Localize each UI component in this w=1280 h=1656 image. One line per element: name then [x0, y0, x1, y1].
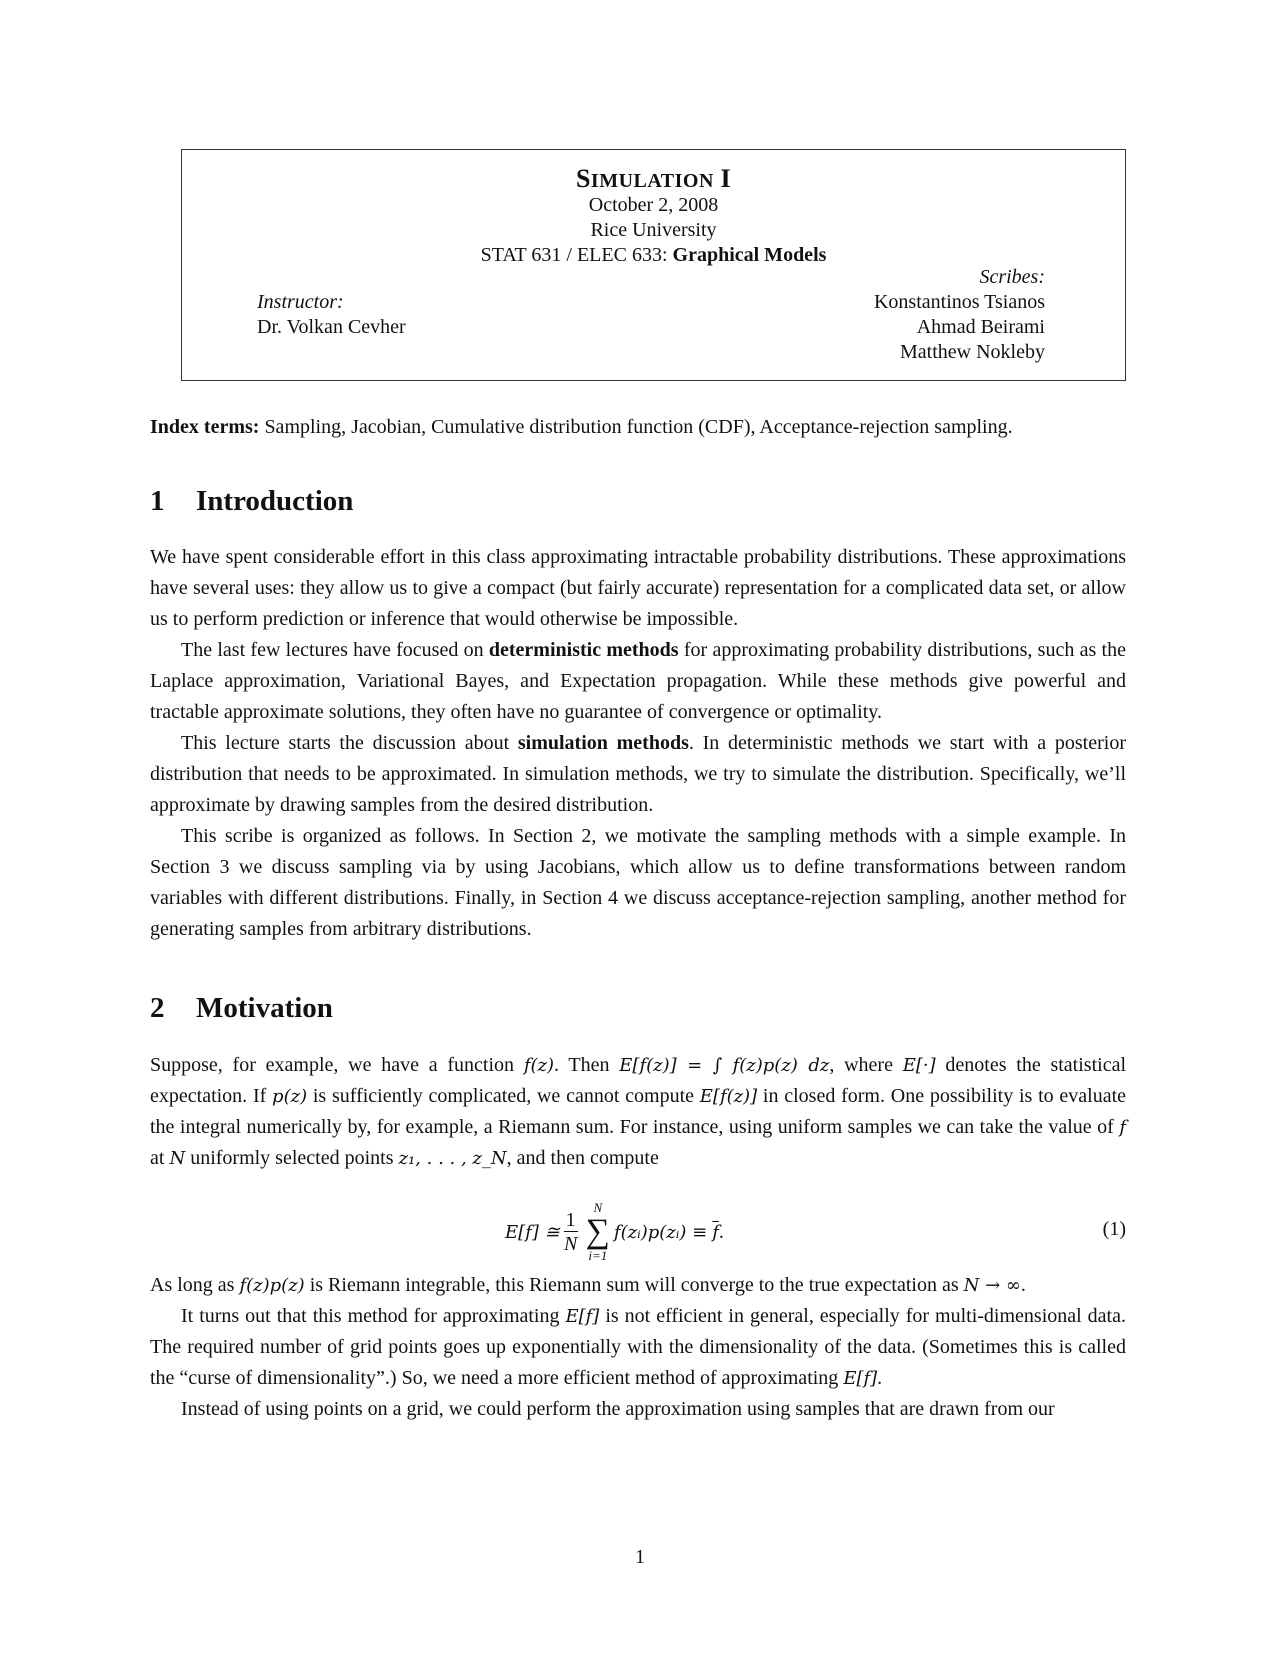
title-block [181, 149, 1126, 381]
section-heading-motivation: 2 Motivation [150, 992, 333, 1024]
section-heading-introduction: 1 Introduction [150, 485, 354, 517]
equation-1: E[f] ≅ $\frac{1}{N}$ N ∑ i=1 f(zᵢ)p(zᵢ) ≡ $\overline{f}$ . [505, 1200, 724, 1263]
instructor-name: Dr. Volkan Cevher [257, 316, 406, 338]
course: STAT 631 / ELEC 633: Graphical Models [480, 244, 827, 266]
index-terms: Index terms: Sampling, Jacobian, Cumulative distribution function (CDF), Acceptance-rejection sampling. [150, 416, 1013, 438]
paragraph: Suppose, for example, we have a function f(z). Then E[f(z)] = ∫ f(z)p(z) dz, where E[·] denotes the statistical expectation. If p(z) is sufficiently complicated, we cannot compute E[f(z)] in closed form. One possibility is to evaluate the integral numerically by, for example, a Riemann sum. For instance, using uniform samples we can take the value of f at N uniformly selected points z₁, . . . , z_N, and then compute [150, 1054, 1127, 1169]
fraction: $\frac{1}{N}$ [563, 1208, 578, 1255]
equation-number: (1) [1102, 1218, 1126, 1240]
scribe-name: Matthew Nokleby [900, 341, 1045, 363]
instructor-label: Instructor: [257, 291, 344, 313]
scribes-label: Scribes: [979, 266, 1045, 288]
university: Rice University [590, 219, 717, 241]
instructor [257, 290, 406, 340]
scribe-name: Konstantinos Tsianos [873, 291, 1045, 313]
lecture-date: October 2, 2008 [588, 194, 719, 216]
scribes [874, 265, 1045, 365]
paragraph: This lecture starts the discussion about simulation methods. In deterministic methods we start with a posterior distribution that needs to be approximated. In simulation methods, we try to simulate the distribution. Specifically, we’ll approximate by drawing samples from the desired distribution. [150, 732, 1126, 816]
paragraph: We have spent considerable effort in this class approximating intractable probability distributions. These approximations have several uses: they allow us to give a compact (but fairly accurate) representation for a complicated data set, or allow us to perform prediction or inference that would otherwise be impossible. [150, 546, 1126, 630]
scribe-name: Ahmad Beirami [916, 316, 1045, 338]
paragraph: Instead of using points on a grid, we could perform the approximation using samples that are drawn from our [181, 1398, 1055, 1420]
paragraph: The last few lectures have focused on deterministic methods for approximating probability distributions, such as the Laplace approximation, Variational Bayes, and Expectation propagation. While these methods give powerful and tractable approximate solutions, they often have no guarantee of convergence or optimality. [150, 639, 1126, 723]
page-number: 1 [635, 1546, 645, 1568]
paragraph: It turns out that this method for approximating E[f] is not efficient in general, especially for multi-dimensional data. The required number of grid points goes up exponentially with the dimensionality of the data. (Sometimes this is called the “curse of dimensionality”.) So, we need a more efficient method of approximating E[f]. [150, 1305, 1126, 1389]
summation: N ∑ i=1 [585, 1200, 610, 1263]
paragraph: This scribe is organized as follows. In Section 2, we motivate the sampling methods with a simple example. In Section 3 we discuss sampling via by using Jacobians, which allow us to define transformations between random variables with different distributions. Finally, in Section 4 we discuss acceptance-rejection sampling, another method for generating samples from arbitrary distributions. [150, 825, 1126, 940]
paragraph: As long as f(z)p(z) is Riemann integrable, this Riemann sum will converge to the true expectation as N → ∞. [150, 1274, 1026, 1296]
lecture-title: SIMULATION I [575, 164, 732, 193]
